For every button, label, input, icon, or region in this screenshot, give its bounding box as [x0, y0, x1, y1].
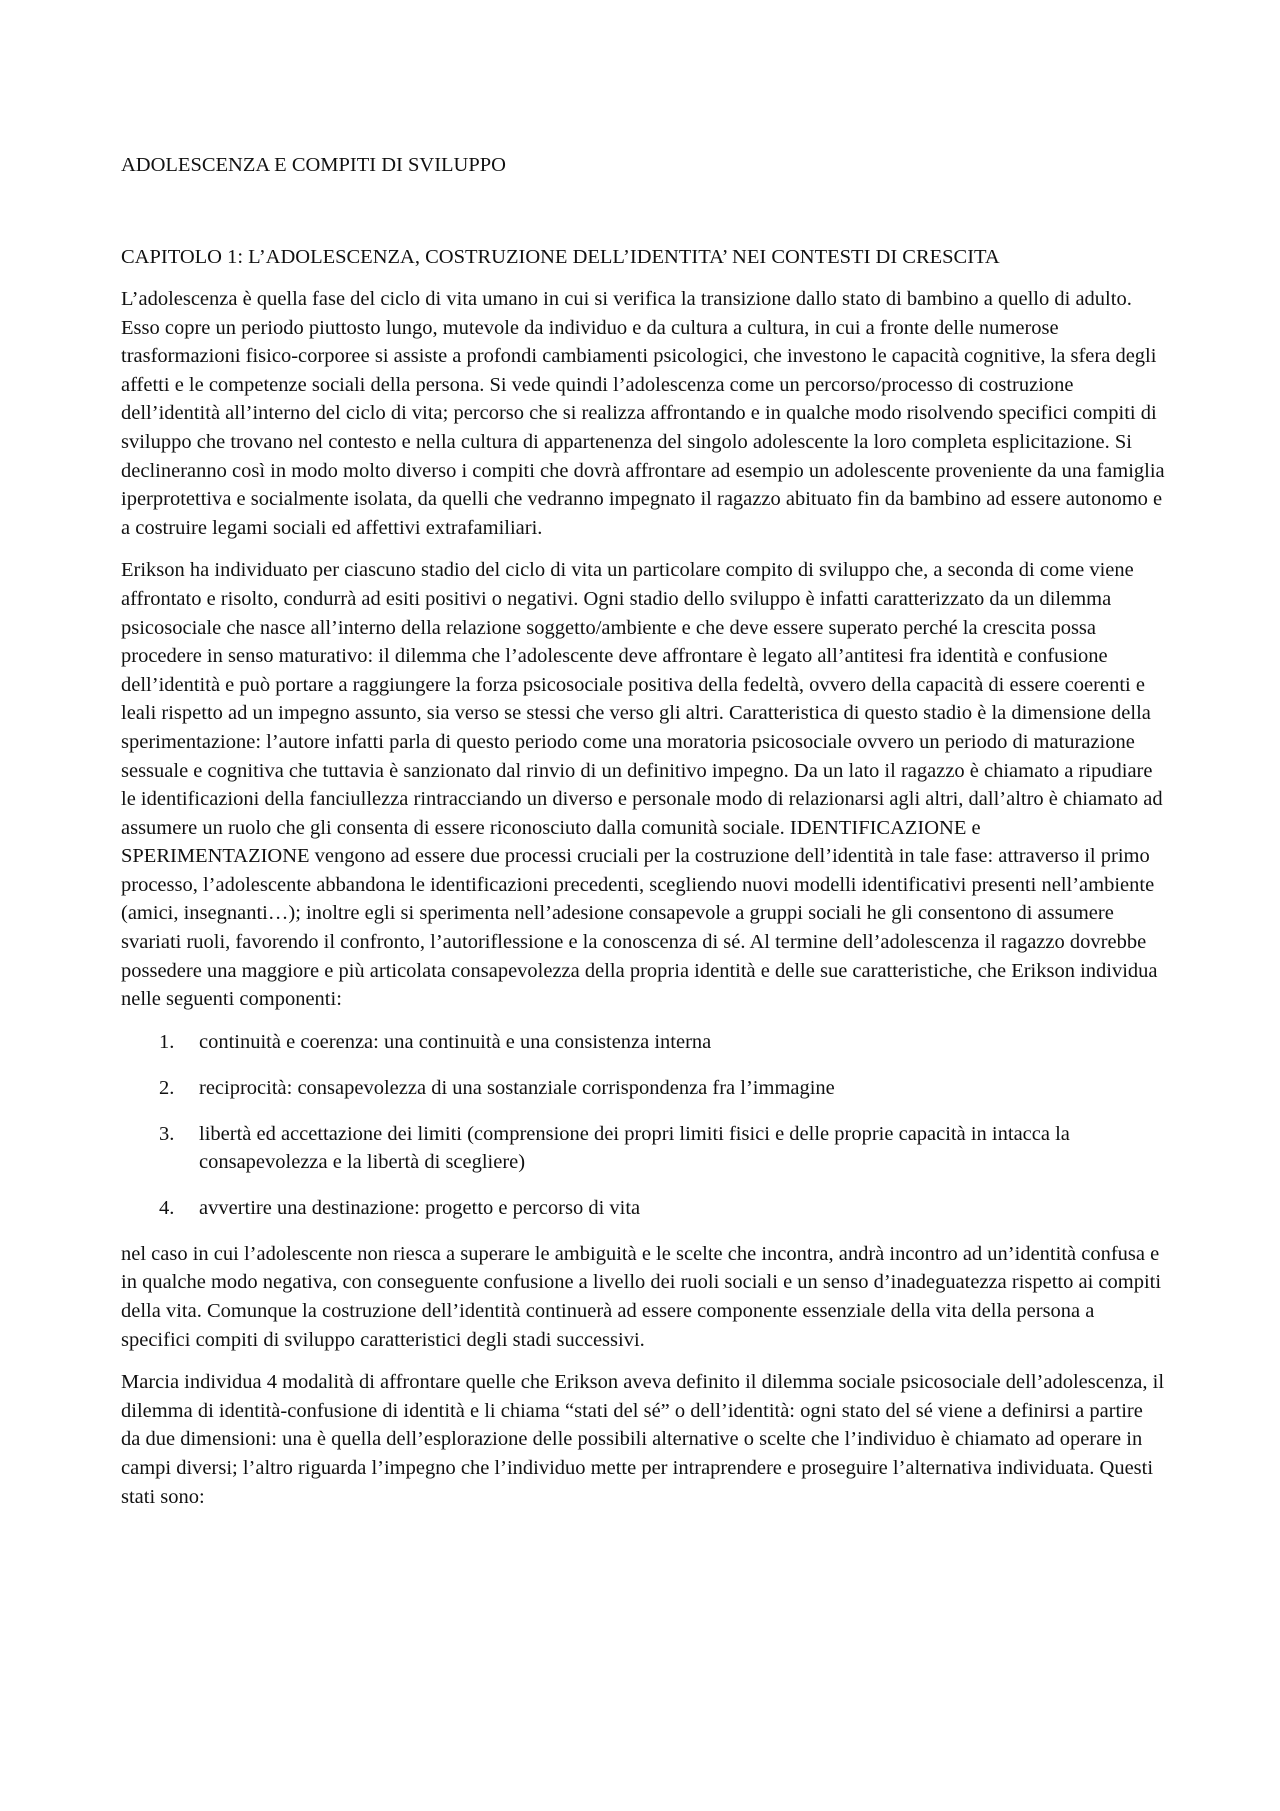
list-item-number: 4.	[159, 1196, 175, 1219]
list-item-text: reciprocità: consapevolezza di una sostanziale corrispondenza fra l’immagine	[199, 1076, 835, 1099]
list-item-text: avvertire una destinazione: progetto e percorso di vita	[199, 1196, 641, 1219]
list-item-text: libertà ed accettazione dei limiti (comprensione dei propri limiti fisici e delle proprie capacità in intacca la consapevolezza e la libertà di scegliere)	[199, 1122, 1070, 1173]
list-item	[121, 1194, 1166, 1222]
list-item-number: 2.	[159, 1076, 175, 1099]
list-item-number: 1.	[159, 1030, 175, 1053]
list-item-number: 3.	[159, 1122, 175, 1145]
identity-components-list	[121, 1028, 1166, 1222]
list-item	[121, 1120, 1166, 1176]
list-item-text: continuità e coerenza: una continuità e una consistenza interna	[199, 1030, 712, 1053]
paragraph-intro: L’adolescenza è quella fase del ciclo di vita umano in cui si verifica la transizione dallo stato di bambino a quello di adulto. Esso copre un periodo piuttosto lungo, mutevole da individuo e da cultura a cultura, in cui a fronte delle numerose trasformazioni fisico-corporee si assiste a profondi cambiamenti psicologici, che investono le capacità cognitive, la sfera degli affetti e le competenze sociali della persona. Si vede quindi l’adolescenza come un percorso/processo di costruzione dell’identità all’interno del ciclo di vita; percorso che si realizza affrontando e in qualche modo risolvendo specifici compiti di sviluppo che trovano nel contesto e nella cultura di appartenenza del singolo adolescente la loro completa esplicitazione. Si declineranno così in modo molto diverso i compiti che dovrà affrontare ad esempio un adolescente proveniente da una famiglia iperprotettiva e socialmente isolata, da quelli che vedranno impegnato il ragazzo abituato fin da bambino ad essere autonomo e a costruire legami sociali ed affettivi extrafamiliari.	[121, 288, 1165, 539]
paragraph-identity-confusion: nel caso in cui l’adolescente non riesca a superare le ambiguità e le scelte che incontra, andrà incontro ad un’identità confusa e in qualche modo negativa, con conseguente confusione a livello dei ruoli sociali e un senso d’inadeguatezza rispetto ai compiti della vita. Comunque la costruzione dell’identità continuerà ad essere componente essenziale della vita della persona a specifici compiti di sviluppo caratteristici degli stadi successivi.	[121, 1242, 1162, 1351]
paragraph-marcia: Marcia individua 4 modalità di affrontare quelle che Erikson aveva definito il dilemma sociale psicosociale dell’adolescenza, il dilemma di identità-confusione di identità e li chiama “stati del sé” o dell’identità: ogni stato del sé viene a definirsi a partire da due dimensioni: una è quella dell’esplorazione delle possibili alternative o scelte che l’individuo è chiamato ad operare in campi diversi; l’altro riguarda l’impegno che l’individuo mette per intraprendere e proseguire l’alternativa individuata. Questi stati sono:	[121, 1371, 1165, 1508]
paragraph-erikson: Erikson ha individuato per ciascuno stadio del ciclo di vita un particolare compito di sviluppo che, a seconda di come viene affrontato e risolto, condurrà ad esiti positivi o negativi. Ogni stadio dello sviluppo è infatti caratterizzato da un dilemma psicosociale che nasce all’interno della relazione soggetto/ambiente e che deve essere superato perché la crescita possa procedere in senso maturativo: il dilemma che l’adolescente deve affrontare è legato all’antitesi fra identità e confusione dell’identità e può portare a raggiungere la forza psicosociale positiva della fedeltà, ovvero della capacità di essere coerenti e leali rispetto ad un impegno assunto, sia verso se stessi che verso gli altri. Caratteristica di questo stadio è la dimensione della sperimentazione: l’autore infatti parla di questo periodo come una moratoria psicosociale ovvero un periodo di maturazione sessuale e cognitiva che tuttavia è sanzionato dal rinvio di un definitivo impegno. Da un lato il ragazzo è chiamato a ripudiare le identificazioni della fanciullezza rintracciando un diverso e personale modo di relazionarsi agli altri, dall’altro è chiamato ad assumere un ruolo che gli consenta di essere riconosciuto dalla comunità sociale. IDENTIFICAZIONE e SPERIMENTAZIONE vengono ad essere due processi cruciali per la costruzione dell’identità in tale fase: attraverso il primo processo, l’adolescente abbandona le identificazioni precedenti, scegliendo nuovi modelli identificativi presenti nell’ambiente (amici, insegnanti…); inoltre egli si sperimenta nell’adesione consapevole a gruppi sociali he gli consentono di assumere svariati ruoli, favorendo il confronto, l’autoriflessione e la conoscenza di sé. Al termine dell’adolescenza il ragazzo dovrebbe possedere una maggiore e più articolata consapevolezza della propria identità e delle sue caratteristiche, che Erikson individua nelle seguenti componenti:	[121, 559, 1163, 1011]
document-body	[121, 285, 1166, 1525]
chapter-title: CAPITOLO 1: L’ADOLESCENZA, COSTRUZIONE DELL’IDENTITA’ NEI CONTESTI DI CRESCITA	[121, 246, 1000, 268]
list-item	[121, 1028, 1166, 1056]
document-title: ADOLESCENZA E COMPITI DI SVILUPPO	[121, 154, 506, 176]
list-item	[121, 1074, 1166, 1102]
